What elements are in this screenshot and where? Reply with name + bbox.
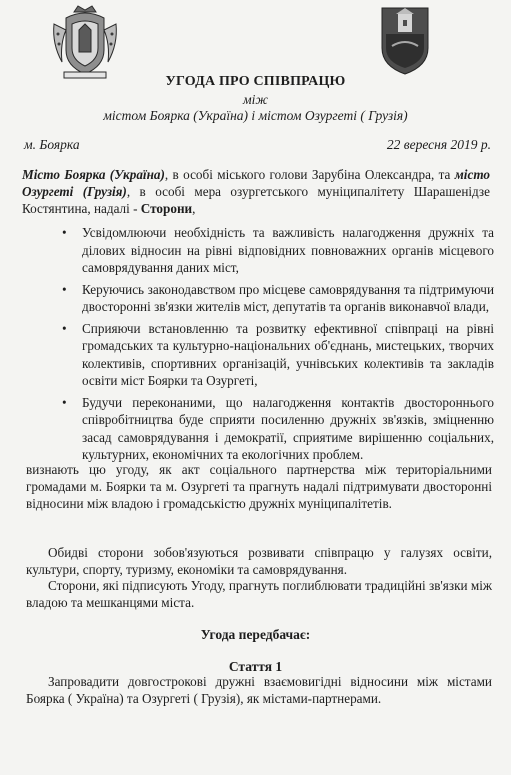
- intro-text-2: , в особі мера озургетського муніципалітету Шарашенідзе Костянтина, надалі -: [22, 184, 490, 216]
- considerations-list: [58, 224, 494, 468]
- intro-text-3: ,: [192, 201, 196, 216]
- list-item: • Усвідомлюючи необхідність та важливість налагодження дружніх та ділових відносин на рівні відповідних повноважних органів місцевого самоврядування даних міст,: [58, 224, 494, 277]
- intro-paragraph: [22, 166, 490, 217]
- coat-of-arms-right-icon: [378, 4, 432, 76]
- document-title: УГОДА ПРО СПІВПРАЦЮ: [165, 74, 346, 89]
- obligation-paragraph: Обидві сторони зобов'язуються розвивати співпрацю у галузях освіти, культури, спорту, туризму, економіки та самоврядування.: [26, 545, 492, 577]
- list-item: • Керуючись законодавством про місцеве самоврядування та підтримуючи двосторонні зв'язки жителів міст, депутатів та органів виконавчої влади,: [58, 281, 494, 316]
- recognize-paragraph: визнають цю угоду, як акт соціального партнерства між територіальними громадами м. Боярки та м. Озургеті та прагнуть надалі підтримувати двосторонні відносини між владою і громадськістю дружніх муніципалітетів.: [26, 462, 492, 511]
- intro-text-1: , в особі міського голови Зарубіна Олександра, та: [164, 167, 455, 182]
- city-2: місто Озургеті (Грузія): [22, 167, 490, 199]
- document-subtitle-between: між: [243, 92, 268, 107]
- list-item: • Будучи переконаними, що налагодження контактів двостороннього співробітництва буде сприяти посиленню дружніх зв'язків, зміцненню засад самоврядування і демократії, сприятиме вирішенню соціальних, культурних, економічних та екологічних проблем.: [58, 394, 494, 464]
- parties-term: Сторони: [140, 201, 193, 216]
- signing-date: 22 вересня 2019 р.: [386, 137, 491, 152]
- list-item: • Сприяючи встановленню та розвитку ефективної співпраці на рівні громадських та культурно-національних об'єднань, мистецьких, творчих колективів, спортивних організацій, учнівських колективів та закладів освіти міст Боярки та Озургеті,: [58, 320, 494, 390]
- article-1-heading: Стаття 1: [228, 659, 283, 674]
- strive-paragraph: Сторони, які підписують Угоду, прагнуть поглиблювати традиційні зв'язки між владою та мешканцями міста.: [26, 578, 492, 610]
- provisions-heading: Угода передбачає:: [200, 627, 311, 642]
- city-1: Місто Боярка (Україна): [22, 167, 165, 182]
- signing-place: м. Боярка: [24, 137, 80, 152]
- coat-of-arms-left-icon: [50, 4, 120, 82]
- article-1-text: Запровадити довгострокові дружні взаємовигідні відносини між містами Боярка ( Україна) та Озургеті ( Грузія), як містами-партнерами.: [26, 674, 492, 706]
- document-subtitle-parties: містом Боярка (Україна) і містом Озургеті ( Грузія): [103, 108, 408, 123]
